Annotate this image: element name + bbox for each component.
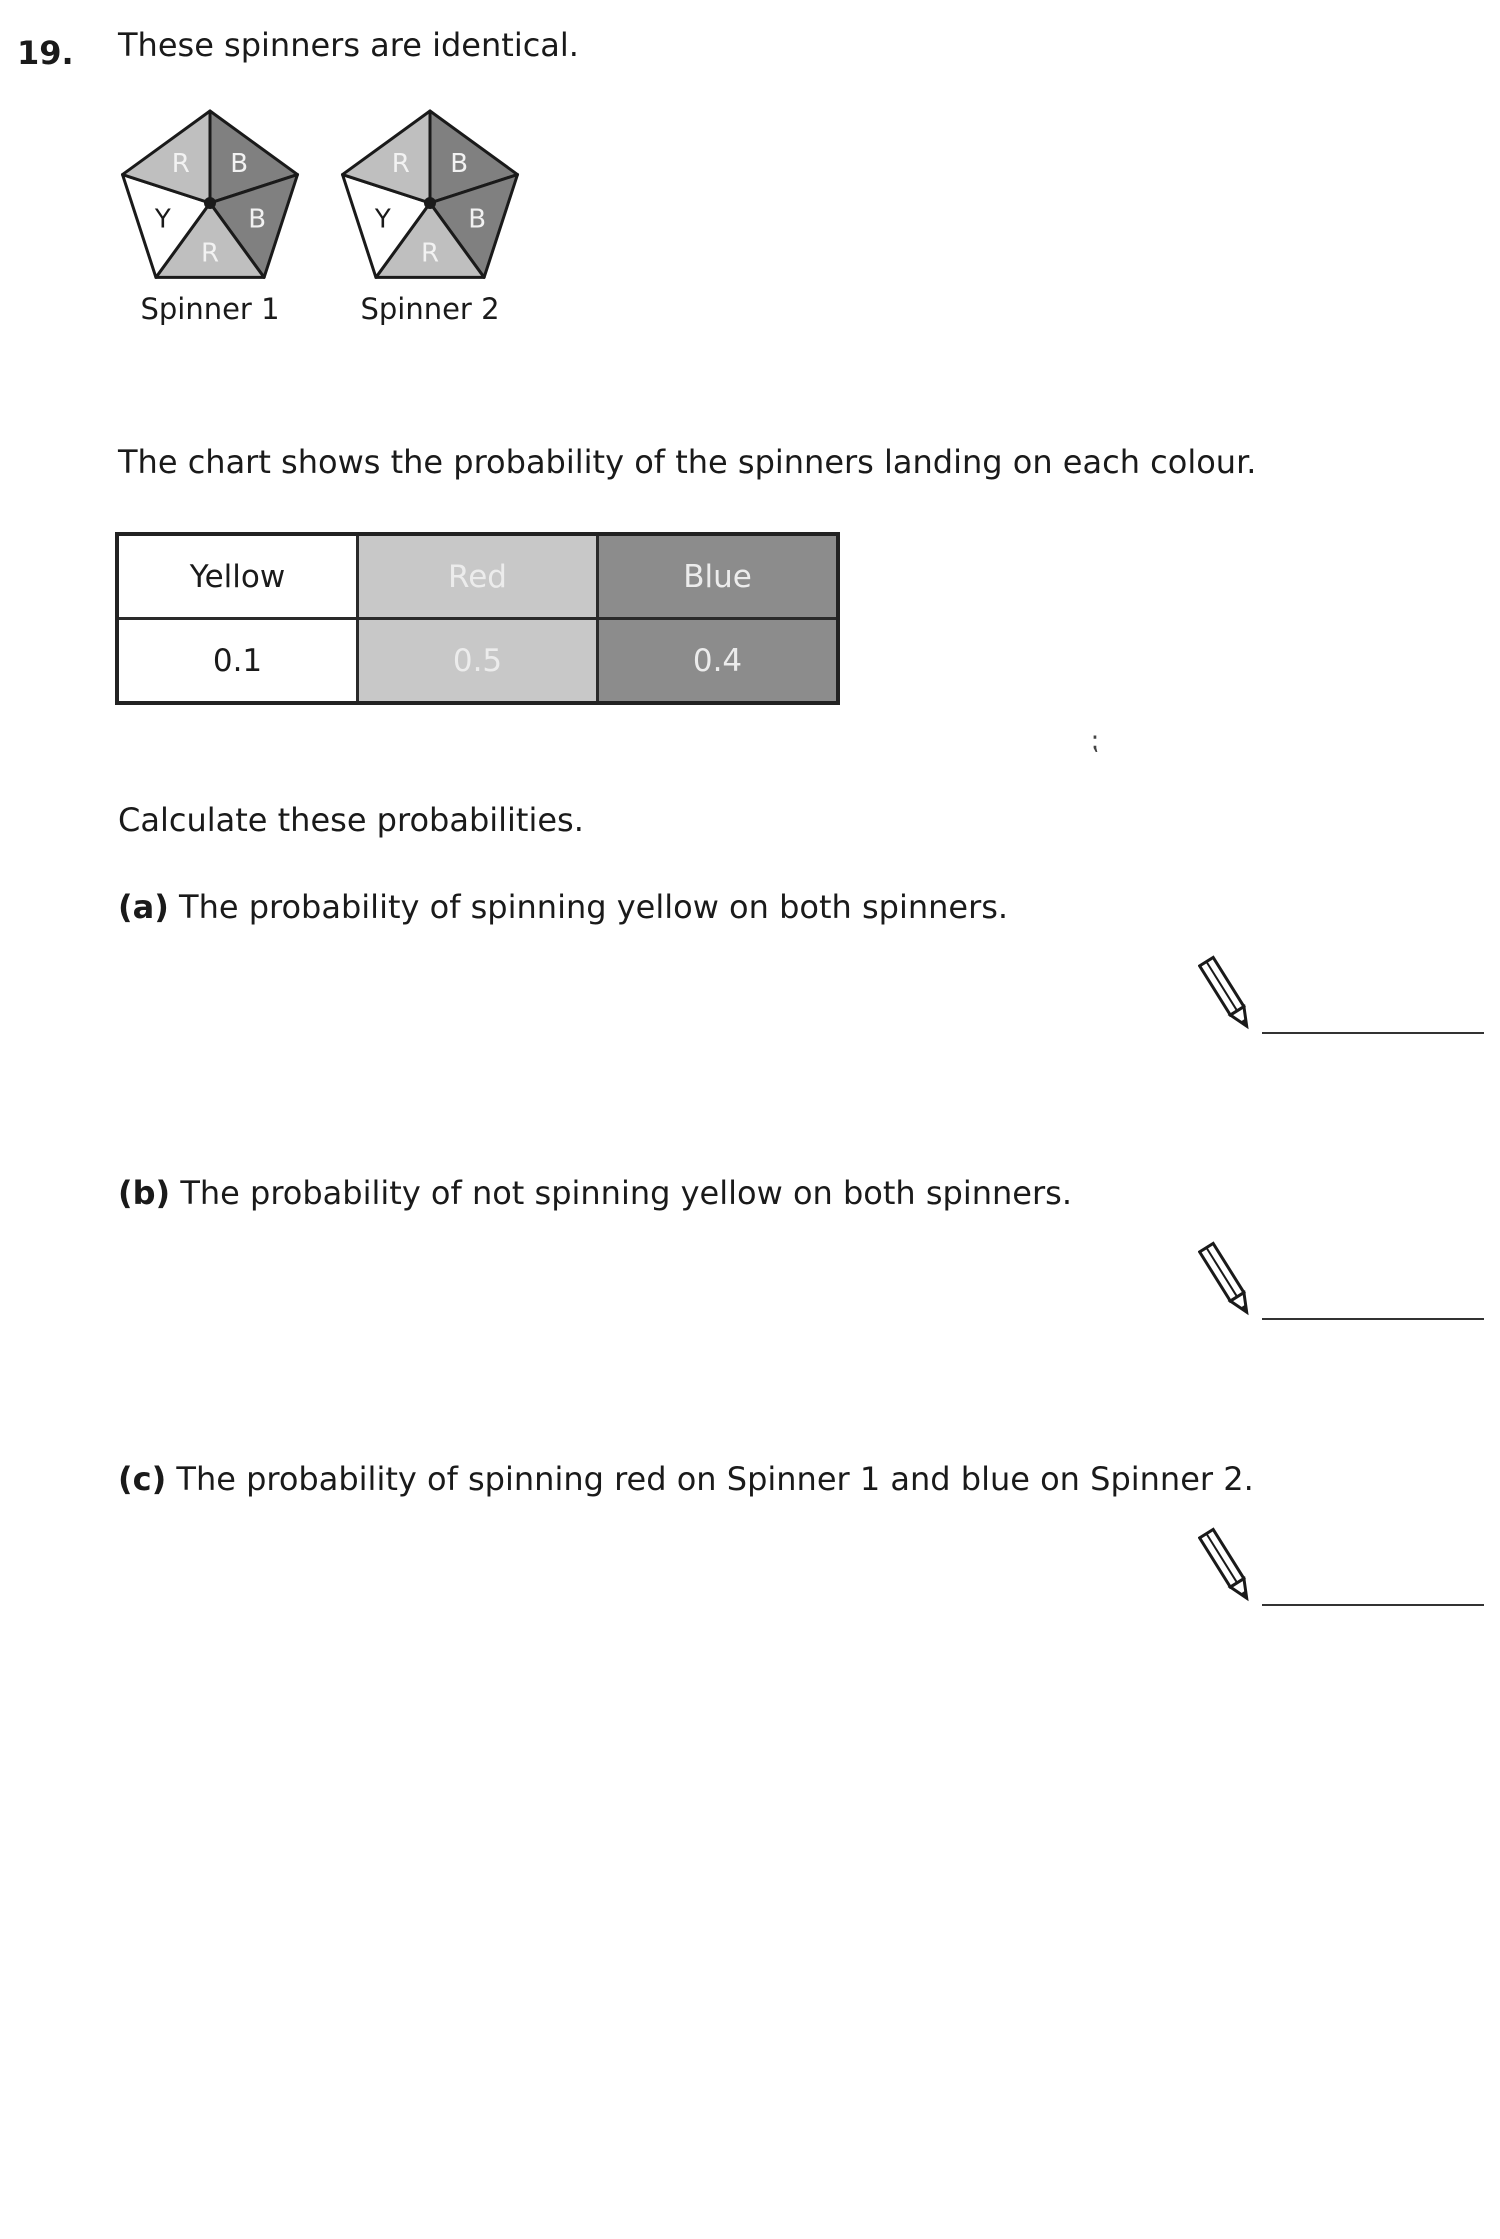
pencil-icon xyxy=(1198,1522,1254,1608)
spinner-1-caption: Spinner 1 xyxy=(140,292,280,326)
calculate-instruction: Calculate these probabilities. xyxy=(118,801,584,839)
part-a-text: The probability of spinning yellow on both spinners. xyxy=(168,888,1009,926)
answer-line-a[interactable] xyxy=(1262,1032,1484,1034)
part-b-question xyxy=(118,1174,1072,1212)
spinner-2-caption: Spinner 2 xyxy=(360,292,500,326)
probability-table xyxy=(115,532,840,705)
question-number: 19. xyxy=(17,34,74,72)
answer-line-c[interactable] xyxy=(1262,1604,1484,1606)
part-c-text: The probability of spinning red on Spinner 1 and blue on Spinner 2. xyxy=(166,1460,1254,1498)
spinner-1-sector-label-3: R xyxy=(200,238,220,269)
header-red: Red xyxy=(358,534,598,619)
spinner-2-sector-label-4: Y xyxy=(374,204,391,235)
value-yellow: 0.1 xyxy=(117,619,358,704)
probability-header-row xyxy=(117,534,838,619)
spinner-2-sector-label-1: B xyxy=(450,148,469,179)
value-red: 0.5 xyxy=(358,619,598,704)
chart-intro: The chart shows the probability of the spinners landing on each colour. xyxy=(118,443,1257,481)
spinner-1-sector-label-2: B xyxy=(248,204,267,235)
spinner-2-sector-label-3: R xyxy=(420,238,440,269)
part-c-label: (c) xyxy=(118,1460,167,1498)
part-a-label: (a) xyxy=(118,888,169,926)
spinner-1-sector-label-1: B xyxy=(230,148,249,179)
probability-value-row xyxy=(117,619,838,704)
part-a-question xyxy=(118,888,1008,926)
header-yellow: Yellow xyxy=(117,534,358,619)
spinner-2-center-dot xyxy=(424,197,436,209)
spinner-1-sector-label-5: R xyxy=(171,148,190,179)
spinner-1-sector-label-4: Y xyxy=(154,204,171,235)
question-intro: These spinners are identical. xyxy=(118,26,579,64)
pencil-icon xyxy=(1198,1236,1254,1322)
spinner-1-center-dot xyxy=(204,197,216,209)
spinner-2-sector-label-5: R xyxy=(391,148,410,179)
spinner-1-diagram xyxy=(115,108,305,288)
part-b-text: The probability of not spinning yellow on both spinners. xyxy=(170,1174,1072,1212)
spinner-2-diagram xyxy=(335,108,525,288)
stray-mark: ⁏ xyxy=(1090,726,1099,756)
value-blue: 0.4 xyxy=(598,619,839,704)
part-c-question xyxy=(118,1460,1254,1498)
part-b-label: (b) xyxy=(118,1174,171,1212)
answer-line-b[interactable] xyxy=(1262,1318,1484,1320)
header-blue: Blue xyxy=(598,534,839,619)
pencil-icon xyxy=(1198,950,1254,1036)
spinner-2-sector-label-2: B xyxy=(468,204,487,235)
